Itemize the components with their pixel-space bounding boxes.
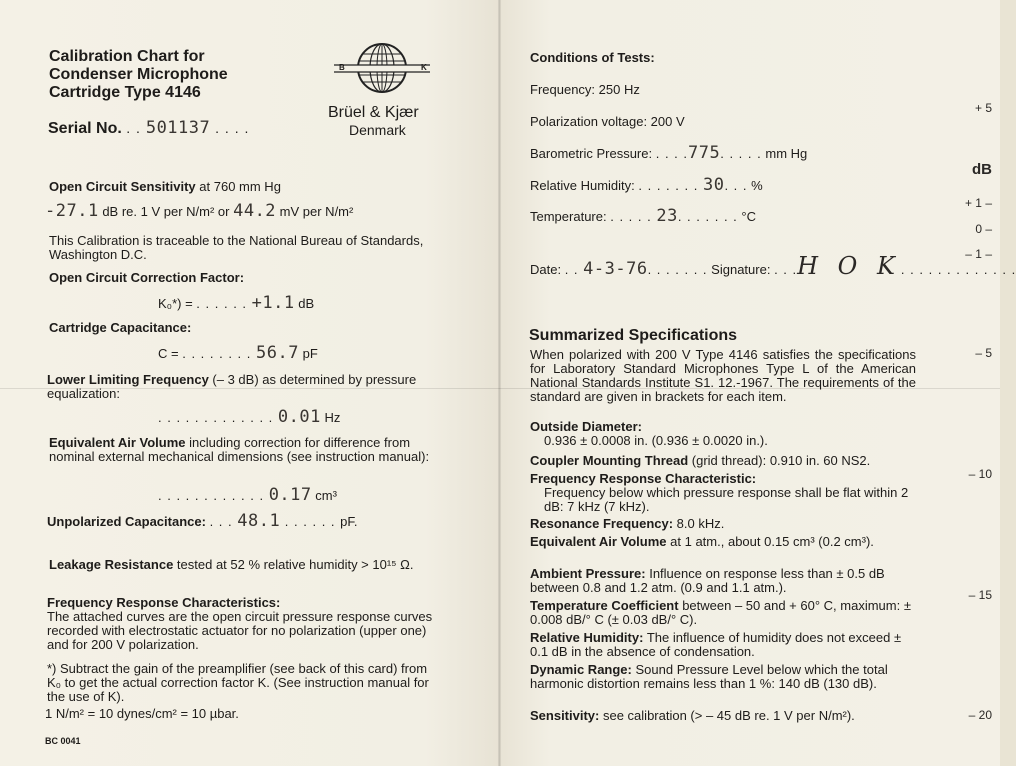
- spec-text: (grid thread): 0.910 in. 60 NS2.: [691, 453, 871, 468]
- frc-text: The attached curves are the open circuit pressure response curves recorded with electrostatic actuator for no polarization (upper one) and for 200 V polarization.: [47, 609, 433, 652]
- title-line-2: Condenser Microphone: [49, 66, 228, 83]
- spec-intro: When polarized with 200 V Type 4146 satisfies the specifications for Laboratory Standard Microphones Type L of the American National Standards Institute S1. 12.-1967. The requirements of the standard are given in brackets for each item.: [530, 347, 916, 404]
- serial-value: 501137: [145, 118, 211, 138]
- spec-sensitivity: [530, 709, 916, 723]
- spec-resonance: [530, 517, 916, 531]
- leak-block: [49, 558, 439, 572]
- temp-label: Temperature:: [530, 209, 607, 224]
- capacitance-row: C = . . . . . . . . 56.7 pF: [158, 343, 318, 363]
- temperature-row: Temperature: . . . . . 23. . . . . . . °C: [530, 206, 757, 226]
- traceable-text: This Calibration is traceable to the National Bureau of Standards, Washington D.C.: [49, 233, 424, 262]
- globe-logo-icon: [334, 42, 430, 96]
- unpol-unit: pF.: [340, 514, 358, 529]
- llf-value: 0.01: [277, 407, 321, 427]
- unpol-row: Unpolarized Capacitance: . . . 48.1 . . . . . . pF.: [47, 511, 358, 531]
- spec-term: Coupler Mounting Thread: [530, 453, 689, 468]
- llf-heading: Lower Limiting Frequency: [47, 372, 209, 387]
- capacitance-value: 56.7: [256, 343, 299, 363]
- spec-term: Relative Humidity:: [530, 630, 644, 645]
- eav-unit: cm³: [315, 488, 337, 503]
- correction-row: K₀*) = . . . . . . +1.1 dB: [158, 293, 315, 313]
- scale-unit: dB: [972, 161, 992, 178]
- spec-text: Frequency below which pressure response shall be flat within 2 dB: 7 kHz (7 kHz).: [544, 485, 909, 514]
- correction-unit: dB: [298, 296, 315, 311]
- spec-coupler-thread: [530, 454, 916, 468]
- spec-term: Frequency Response Characteristic:: [530, 471, 757, 486]
- unpol-value: 48.1: [237, 511, 281, 531]
- temp-value: 23: [656, 206, 678, 226]
- date-value: 4-3-76: [583, 259, 648, 279]
- ocs-heading: Open Circuit Sensitivity: [49, 179, 196, 194]
- baro-row: Barometric Pressure: . . . .775. . . . . mm Hg: [530, 143, 808, 163]
- signature: H O K: [797, 252, 901, 280]
- spec-text: 8.0 kHz.: [676, 516, 725, 531]
- test-polarization: Polarization voltage: 200 V: [530, 114, 685, 129]
- humidity-unit: %: [751, 178, 763, 193]
- form-code: BC 0041: [45, 736, 81, 746]
- capacitance-unit: pF: [302, 346, 318, 361]
- spec-text: at 1 atm., about 0.15 cm³ (0.2 cm³).: [670, 534, 874, 549]
- spec-text: 0.936 ± 0.0008 in. (0.936 ± 0.0020 in.).: [544, 433, 768, 448]
- eav-row: . . . . . . . . . . . . 0.17 cm³: [158, 485, 337, 505]
- test-frequency: Frequency: 250 Hz: [530, 82, 640, 97]
- eav-heading: Equivalent Air Volume: [49, 435, 186, 450]
- capacitance-heading: Cartridge Capacitance:: [49, 320, 192, 335]
- scale-label: – 5: [975, 346, 992, 360]
- spec-term: Equivalent Air Volume: [530, 534, 667, 549]
- spec-text: between – 50 and + 60° C, maximum: ± 0.008 dB/° C (± 0.03 dB/° C).: [530, 598, 911, 627]
- leak-heading: Leakage Resistance: [49, 557, 174, 572]
- eav-block: [49, 436, 437, 464]
- spec-term: Temperature Coefficient: [530, 598, 679, 613]
- frc-heading: Frequency Response Characteristics:: [47, 595, 281, 610]
- scale-label: – 10: [968, 467, 992, 481]
- spec-frequency-response: [530, 472, 916, 514]
- llf-suffix: (– 3 dB) as determined by pressure equalization:: [47, 372, 417, 401]
- spec-relative-humidity: [530, 631, 916, 659]
- ocs-mv-value: 44.2: [233, 201, 277, 221]
- ocs-heading-suffix: at 760 mm Hg: [199, 179, 281, 194]
- leak-text: tested at 52 % relative humidity > 10¹⁵ Ω.: [176, 557, 414, 572]
- right-page: [500, 0, 1016, 766]
- spec-text: Sound Pressure Level below which the total harmonic distortion remains less than 1 %: 140 dB (130 dB).: [530, 662, 888, 691]
- spec-term: Sensitivity:: [530, 708, 600, 723]
- left-page: [0, 0, 500, 766]
- ocs-line: [49, 180, 281, 194]
- baro-value: 775: [688, 143, 721, 163]
- brand-name: Brüel & Kjær: [328, 104, 419, 121]
- spec-text: see calibration (> – 45 dB re. 1 V per N/m²).: [602, 708, 855, 723]
- baro-label: Barometric Pressure:: [530, 146, 653, 161]
- spec-outside-diameter: [530, 420, 916, 448]
- conditions-heading: Conditions of Tests:: [530, 50, 655, 65]
- serial-label: Serial No.: [48, 120, 122, 137]
- unpol-heading: Unpolarized Capacitance:: [47, 514, 206, 529]
- scale-label: 0 –: [975, 222, 992, 236]
- baro-unit: mm Hg: [765, 146, 808, 161]
- logo-letter-b: B: [339, 63, 345, 72]
- spec-dynamic-range: [530, 663, 916, 691]
- spec-term: Resonance Frequency:: [530, 516, 674, 531]
- scale-label: – 20: [968, 708, 992, 722]
- temp-unit: °C: [741, 209, 757, 224]
- spec-term: Ambient Pressure:: [530, 566, 646, 581]
- spec-heading: Summarized Specifications: [529, 327, 738, 344]
- units-line: 1 N/m² = 10 dynes/cm² = 10 µbar.: [45, 706, 239, 721]
- humidity-row: Relative Humidity: . . . . . . . 30. . . %: [530, 175, 763, 195]
- scale-label: – 1 –: [965, 247, 992, 261]
- eav-text: including correction for difference from nominal external mechanical dimensions (see instruction manual):: [49, 435, 430, 464]
- spec-text: The influence of humidity does not exceed ± 0.1 dB in the absence of condensation.: [530, 630, 902, 659]
- scale-label: + 5: [974, 101, 992, 115]
- serial-row: Serial No. . . 501137 . . . .: [48, 118, 250, 138]
- spec-term: Outside Diameter:: [530, 419, 642, 434]
- llf-row: . . . . . . . . . . . . . 0.01 Hz: [158, 407, 341, 427]
- ocs-values-row: [45, 201, 354, 221]
- correction-heading: Open Circuit Correction Factor:: [49, 270, 245, 285]
- eav-value: 0.17: [268, 485, 312, 505]
- ocs-db-value: -27.1: [45, 201, 99, 221]
- humidity-label: Relative Humidity:: [530, 178, 635, 193]
- scale-label: + 1 –: [964, 196, 992, 210]
- spec-term: Dynamic Range:: [530, 662, 632, 677]
- ocs-mv-text: mV per N/m²: [279, 204, 354, 219]
- logo-letter-k: K: [421, 63, 427, 72]
- footnote: *) Subtract the gain of the preamplifier (see back of this card) from K₀ to get the actual correction factor K. (See instruction manual for the use of K).: [47, 661, 429, 704]
- date-signature-row: Date: . . 4-3-76. . . . . . . Signature: . . .H O K. . . . . . . . . . . . .: [530, 252, 1016, 280]
- spec-air-volume: [530, 535, 916, 549]
- llf-line: [47, 373, 439, 401]
- spec-text: Influence on response less than ± 0.5 dB between 0.8 and 1.2 atm. (0.9 and 1.1 atm.).: [530, 566, 885, 595]
- center-fold-seam: [498, 0, 501, 766]
- title-line-3: Cartridge Type 4146: [49, 84, 201, 101]
- signature-label: Signature:: [711, 262, 771, 277]
- spec-ambient-pressure: [530, 567, 916, 595]
- llf-unit: Hz: [324, 410, 341, 425]
- correction-value: +1.1: [251, 293, 295, 313]
- date-label: Date:: [530, 262, 562, 277]
- correction-label: K₀*) =: [158, 296, 193, 311]
- capacitance-label: C =: [158, 346, 179, 361]
- spec-temperature-coefficient: [530, 599, 916, 627]
- scale-label: – 15: [968, 588, 992, 602]
- humidity-value: 30: [702, 175, 725, 195]
- title-line-1: Calibration Chart for: [49, 48, 205, 65]
- ocs-db-text: dB re. 1 V per N/m² or: [102, 204, 230, 219]
- brand-country: Denmark: [349, 122, 406, 138]
